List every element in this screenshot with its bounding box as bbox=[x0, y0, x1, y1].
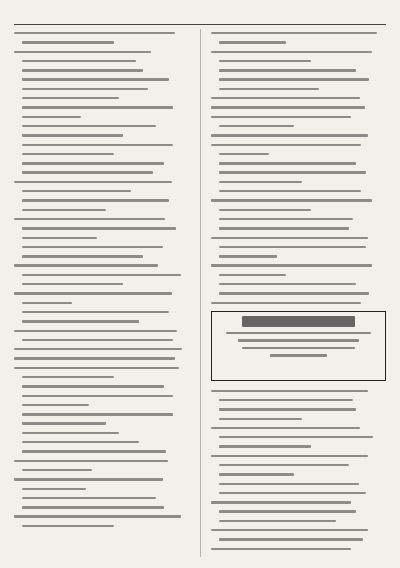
directory-entry bbox=[14, 327, 190, 335]
right-column-top-entries bbox=[211, 29, 387, 307]
illegible-entry-placeholder bbox=[219, 274, 286, 276]
illegible-entry-placeholder bbox=[22, 171, 153, 173]
right-column-bottom-entries bbox=[211, 387, 387, 557]
illegible-entry-placeholder bbox=[22, 97, 119, 99]
illegible-entry-placeholder bbox=[22, 497, 156, 499]
advertisement-line bbox=[242, 347, 355, 350]
illegible-entry-placeholder bbox=[219, 227, 350, 229]
illegible-entry-placeholder bbox=[14, 292, 172, 294]
illegible-entry-placeholder bbox=[219, 292, 370, 294]
illegible-entry-placeholder bbox=[14, 348, 182, 350]
directory-entry bbox=[211, 66, 387, 74]
directory-entry bbox=[211, 243, 387, 251]
illegible-entry-placeholder bbox=[219, 41, 286, 43]
illegible-entry-placeholder bbox=[22, 274, 181, 276]
illegible-entry-placeholder bbox=[22, 116, 81, 118]
illegible-entry-placeholder bbox=[22, 69, 143, 71]
illegible-entry-placeholder bbox=[211, 134, 369, 136]
directory-entry bbox=[14, 289, 190, 297]
directory-entry bbox=[211, 280, 387, 288]
advertisement-title bbox=[242, 316, 355, 327]
illegible-entry-placeholder bbox=[219, 520, 336, 522]
directory-entry bbox=[211, 187, 387, 195]
illegible-entry-placeholder bbox=[22, 302, 72, 304]
illegible-entry-placeholder bbox=[219, 408, 356, 410]
directory-entry bbox=[211, 387, 387, 395]
directory-entry bbox=[14, 252, 190, 260]
directory-entry bbox=[211, 507, 387, 515]
directory-entry bbox=[14, 382, 190, 390]
illegible-entry-placeholder bbox=[22, 199, 169, 201]
directory-entry bbox=[14, 438, 190, 446]
illegible-entry-placeholder bbox=[211, 199, 372, 201]
directory-entry bbox=[211, 206, 387, 214]
illegible-entry-placeholder bbox=[22, 153, 114, 155]
illegible-entry-placeholder bbox=[22, 395, 173, 397]
illegible-entry-placeholder bbox=[219, 60, 311, 62]
illegible-entry-placeholder bbox=[219, 125, 294, 127]
illegible-entry-placeholder bbox=[211, 51, 372, 53]
directory-entry bbox=[211, 535, 387, 543]
illegible-entry-placeholder bbox=[22, 311, 169, 313]
illegible-entry-placeholder bbox=[14, 357, 175, 359]
directory-entry bbox=[14, 466, 190, 474]
directory-entry bbox=[211, 215, 387, 223]
directory-entry bbox=[14, 429, 190, 437]
directory-entry bbox=[211, 461, 387, 469]
illegible-entry-placeholder bbox=[219, 418, 303, 420]
directory-entry bbox=[211, 113, 387, 121]
illegible-entry-placeholder bbox=[219, 283, 356, 285]
advertisement-line bbox=[238, 339, 359, 342]
directory-entry bbox=[211, 498, 387, 506]
directory-entry bbox=[14, 345, 190, 353]
illegible-entry-placeholder bbox=[14, 51, 151, 53]
directory-entry bbox=[14, 503, 190, 511]
illegible-entry-placeholder bbox=[22, 441, 139, 443]
illegible-entry-placeholder bbox=[22, 78, 169, 80]
illegible-entry-placeholder bbox=[22, 422, 106, 424]
directory-entry bbox=[14, 113, 190, 121]
illegible-entry-placeholder bbox=[22, 209, 106, 211]
illegible-entry-placeholder bbox=[219, 464, 350, 466]
illegible-entry-placeholder bbox=[219, 181, 303, 183]
directory-entry bbox=[14, 457, 190, 465]
directory-entry bbox=[14, 48, 190, 56]
illegible-entry-placeholder bbox=[22, 246, 163, 248]
illegible-entry-placeholder bbox=[22, 237, 97, 239]
illegible-entry-placeholder bbox=[22, 385, 164, 387]
directory-entry bbox=[14, 57, 190, 65]
directory-entry bbox=[211, 103, 387, 111]
directory-entry bbox=[14, 103, 190, 111]
directory-entry bbox=[14, 168, 190, 176]
directory-entry bbox=[211, 517, 387, 525]
illegible-entry-placeholder bbox=[14, 181, 172, 183]
directory-entry bbox=[211, 489, 387, 497]
illegible-entry-placeholder bbox=[22, 227, 176, 229]
directory-entry bbox=[14, 512, 190, 520]
directory-entry bbox=[14, 234, 190, 242]
directory-entry bbox=[211, 271, 387, 279]
directory-entry bbox=[211, 299, 387, 307]
directory-entry bbox=[14, 75, 190, 83]
illegible-entry-placeholder bbox=[14, 460, 168, 462]
illegible-entry-placeholder bbox=[219, 69, 356, 71]
illegible-entry-placeholder bbox=[211, 427, 360, 429]
directory-entry bbox=[211, 48, 387, 56]
directory-entry bbox=[211, 452, 387, 460]
directory-entry bbox=[14, 243, 190, 251]
illegible-entry-placeholder bbox=[22, 404, 89, 406]
illegible-entry-placeholder bbox=[22, 413, 173, 415]
illegible-entry-placeholder bbox=[14, 478, 163, 480]
directory-entry bbox=[14, 280, 190, 288]
directory-entry bbox=[14, 494, 190, 502]
illegible-entry-placeholder bbox=[211, 529, 369, 531]
illegible-entry-placeholder bbox=[219, 190, 361, 192]
advertisement-line bbox=[270, 354, 327, 357]
illegible-entry-placeholder bbox=[14, 218, 165, 220]
directory-entry bbox=[211, 261, 387, 269]
illegible-entry-placeholder bbox=[211, 237, 369, 239]
directory-entry bbox=[14, 308, 190, 316]
directory-columns bbox=[14, 29, 386, 557]
illegible-entry-placeholder bbox=[211, 144, 362, 146]
illegible-entry-placeholder bbox=[14, 32, 175, 34]
directory-entry bbox=[14, 224, 190, 232]
directory-entry bbox=[14, 485, 190, 493]
directory-entry bbox=[14, 475, 190, 483]
directory-entry bbox=[14, 141, 190, 149]
illegible-entry-placeholder bbox=[211, 501, 351, 503]
page-header bbox=[14, 12, 386, 25]
directory-entry bbox=[211, 554, 387, 557]
illegible-entry-placeholder bbox=[22, 339, 173, 341]
directory-entry bbox=[14, 401, 190, 409]
illegible-entry-placeholder bbox=[211, 97, 360, 99]
illegible-entry-placeholder bbox=[22, 144, 173, 146]
illegible-entry-placeholder bbox=[22, 450, 166, 452]
directory-entry bbox=[211, 405, 387, 413]
illegible-entry-placeholder bbox=[22, 60, 136, 62]
column-divider bbox=[200, 29, 201, 557]
illegible-entry-placeholder bbox=[219, 246, 366, 248]
illegible-entry-placeholder bbox=[219, 445, 311, 447]
directory-entry bbox=[14, 373, 190, 381]
illegible-entry-placeholder bbox=[22, 283, 123, 285]
directory-entry bbox=[14, 66, 190, 74]
illegible-entry-placeholder bbox=[211, 390, 369, 392]
directory-entry bbox=[14, 299, 190, 307]
directory-entry bbox=[14, 271, 190, 279]
directory-entry bbox=[14, 410, 190, 418]
illegible-entry-placeholder bbox=[22, 376, 114, 378]
illegible-entry-placeholder bbox=[211, 32, 378, 34]
illegible-entry-placeholder bbox=[219, 492, 366, 494]
illegible-entry-placeholder bbox=[219, 473, 294, 475]
directory-entry bbox=[211, 526, 387, 534]
directory-entry bbox=[211, 38, 387, 46]
directory-entry bbox=[14, 187, 190, 195]
directory-entry bbox=[14, 85, 190, 93]
directory-entry bbox=[14, 317, 190, 325]
directory-entry bbox=[211, 196, 387, 204]
illegible-entry-placeholder bbox=[211, 548, 351, 550]
directory-entry bbox=[211, 289, 387, 297]
illegible-entry-placeholder bbox=[14, 330, 177, 332]
illegible-entry-placeholder bbox=[219, 78, 370, 80]
directory-entry bbox=[14, 392, 190, 400]
directory-entry bbox=[211, 234, 387, 242]
directory-entry bbox=[14, 419, 190, 427]
illegible-entry-placeholder bbox=[211, 302, 362, 304]
illegible-entry-placeholder bbox=[22, 88, 148, 90]
illegible-entry-placeholder bbox=[219, 209, 311, 211]
illegible-entry-placeholder bbox=[22, 432, 119, 434]
illegible-entry-placeholder bbox=[22, 525, 114, 527]
illegible-entry-placeholder bbox=[211, 106, 365, 108]
illegible-entry-placeholder bbox=[219, 483, 360, 485]
illegible-entry-placeholder bbox=[211, 455, 369, 457]
directory-entry bbox=[14, 522, 190, 530]
directory-entry bbox=[14, 178, 190, 186]
illegible-entry-placeholder bbox=[219, 88, 320, 90]
directory-entry bbox=[14, 364, 190, 372]
illegible-entry-placeholder bbox=[219, 399, 353, 401]
directory-entry bbox=[14, 206, 190, 214]
illegible-entry-placeholder bbox=[22, 506, 164, 508]
illegible-entry-placeholder bbox=[22, 41, 114, 43]
illegible-entry-placeholder bbox=[22, 320, 139, 322]
directory-entry bbox=[211, 224, 387, 232]
directory-entry bbox=[211, 252, 387, 260]
directory-entry bbox=[211, 424, 387, 432]
illegible-entry-placeholder bbox=[22, 162, 164, 164]
directory-entry bbox=[211, 131, 387, 139]
illegible-entry-placeholder bbox=[22, 488, 86, 490]
advertisement-line bbox=[226, 332, 371, 335]
directory-entry bbox=[14, 94, 190, 102]
directory-entry bbox=[14, 29, 190, 37]
directory-entry bbox=[211, 396, 387, 404]
directory-entry bbox=[14, 122, 190, 130]
right-column bbox=[211, 29, 387, 557]
directory-entry bbox=[211, 159, 387, 167]
directory-entry bbox=[211, 480, 387, 488]
illegible-entry-placeholder bbox=[22, 469, 92, 471]
illegible-entry-placeholder bbox=[219, 171, 366, 173]
directory-entry bbox=[14, 336, 190, 344]
directory-entry bbox=[211, 122, 387, 130]
directory-entry bbox=[14, 215, 190, 223]
directory-entry bbox=[211, 150, 387, 158]
illegible-entry-placeholder bbox=[219, 510, 356, 512]
illegible-entry-placeholder bbox=[219, 255, 278, 257]
directory-entry bbox=[14, 354, 190, 362]
directory-entry bbox=[211, 29, 387, 37]
directory-entry bbox=[14, 131, 190, 139]
directory-entry bbox=[211, 442, 387, 450]
illegible-entry-placeholder bbox=[14, 264, 158, 266]
directory-entry bbox=[211, 57, 387, 65]
illegible-entry-placeholder bbox=[22, 255, 143, 257]
directory-entry bbox=[211, 433, 387, 441]
directory-entry bbox=[14, 447, 190, 455]
directory-entry bbox=[211, 545, 387, 553]
illegible-entry-placeholder bbox=[219, 153, 269, 155]
directory-entry bbox=[14, 196, 190, 204]
directory-entry bbox=[14, 150, 190, 158]
illegible-entry-placeholder bbox=[14, 367, 179, 369]
illegible-entry-placeholder bbox=[211, 264, 372, 266]
illegible-entry-placeholder bbox=[219, 162, 356, 164]
directory-entry bbox=[211, 75, 387, 83]
illegible-entry-placeholder bbox=[22, 125, 156, 127]
left-column bbox=[14, 29, 190, 557]
illegible-entry-placeholder bbox=[211, 116, 351, 118]
illegible-entry-placeholder bbox=[219, 436, 373, 438]
directory-entry bbox=[14, 261, 190, 269]
illegible-entry-placeholder bbox=[14, 515, 181, 517]
illegible-entry-placeholder bbox=[22, 134, 123, 136]
directory-entry bbox=[211, 470, 387, 478]
directory-entry bbox=[211, 141, 387, 149]
directory-entry bbox=[211, 178, 387, 186]
advertisement-box bbox=[211, 311, 387, 381]
illegible-entry-placeholder bbox=[219, 218, 353, 220]
directory-entry bbox=[211, 415, 387, 423]
directory-entry bbox=[211, 85, 387, 93]
illegible-entry-placeholder bbox=[22, 190, 131, 192]
advertisement-lines bbox=[218, 332, 380, 357]
directory-entry bbox=[14, 38, 190, 46]
illegible-entry-placeholder bbox=[219, 538, 363, 540]
directory-entry bbox=[211, 94, 387, 102]
illegible-entry-placeholder bbox=[22, 106, 173, 108]
directory-entry bbox=[211, 168, 387, 176]
directory-entry bbox=[14, 159, 190, 167]
